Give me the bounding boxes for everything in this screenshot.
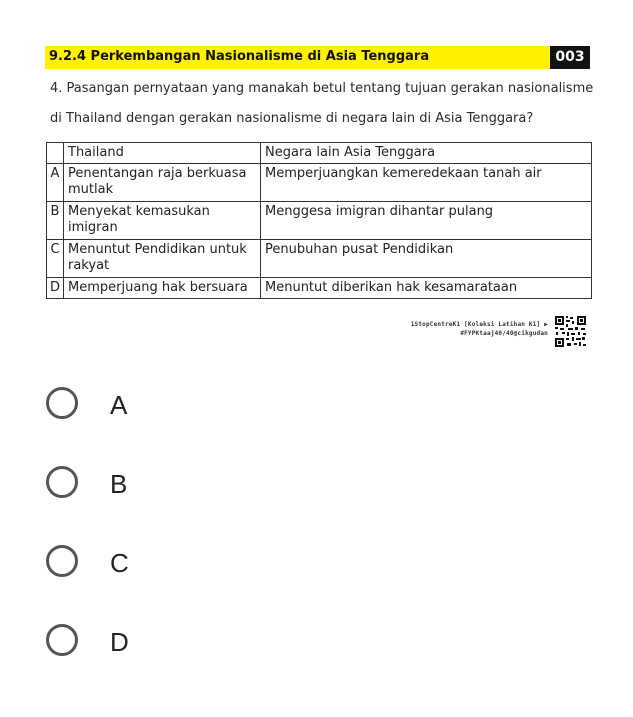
row-letter: A xyxy=(47,164,64,202)
row-others-cell: Penubuhan pusat Pendidikan xyxy=(261,240,592,278)
option-a[interactable] xyxy=(44,385,244,425)
row-thailand-cell: Memperjuang hak bersuara xyxy=(64,278,261,299)
option-d[interactable] xyxy=(44,622,244,662)
row-others-cell: Menggesa imigran dihantar pulang xyxy=(261,202,592,240)
table-row xyxy=(47,202,592,240)
option-label[interactable]: D xyxy=(110,627,129,657)
radio-button-icon[interactable] xyxy=(46,545,78,577)
option-label[interactable]: B xyxy=(110,469,128,499)
row-letter: C xyxy=(47,240,64,278)
radio-button-icon[interactable] xyxy=(46,387,78,419)
radio-button-icon[interactable] xyxy=(46,624,78,656)
comparison-table xyxy=(46,142,592,299)
option-c[interactable] xyxy=(44,543,244,583)
option-b[interactable] xyxy=(44,464,244,504)
question-text-line-1: 4. Pasangan pernyataan yang manakah betul tentang tujuan gerakan nasionalisme xyxy=(50,81,594,96)
row-letter: D xyxy=(47,278,64,299)
watermark-line-2: #FYPKtaaj40/40@cikgudan xyxy=(460,330,548,337)
table-header-thailand: Thailand xyxy=(64,143,261,164)
watermark-line-1: 1StopCentreK1 [Koleksi Latihan K1] ▶ xyxy=(410,321,548,328)
table-header-letter xyxy=(47,143,64,164)
question-code-badge: 003 xyxy=(550,46,590,69)
qr-code-icon xyxy=(554,315,587,348)
row-letter: B xyxy=(47,202,64,240)
option-label[interactable]: C xyxy=(110,548,129,578)
table-row xyxy=(47,164,592,202)
table-header-others: Negara lain Asia Tenggara xyxy=(261,143,592,164)
radio-button-icon[interactable] xyxy=(46,466,78,498)
table-header-row xyxy=(47,143,592,164)
table-row xyxy=(47,240,592,278)
row-thailand-cell: Menyekat kemasukan imigran xyxy=(64,202,261,240)
row-thailand-cell: Menuntut Pendidikan untuk rakyat xyxy=(64,240,261,278)
row-others-cell: Menuntut diberikan hak kesamarataan xyxy=(261,278,592,299)
table-row xyxy=(47,278,592,299)
option-label[interactable]: A xyxy=(110,390,128,420)
source-watermark xyxy=(405,320,548,338)
topic-title: 9.2.4 Perkembangan Nasionalisme di Asia Tenggara xyxy=(49,49,430,64)
question-text-line-2: di Thailand dengan gerakan nasionalisme di negara lain di Asia Tenggara? xyxy=(50,111,534,126)
row-thailand-cell: Penentangan raja berkuasa mutlak xyxy=(64,164,261,202)
topic-header xyxy=(45,46,590,69)
row-others-cell: Memperjuangkan kemeredekaan tanah air xyxy=(261,164,592,202)
